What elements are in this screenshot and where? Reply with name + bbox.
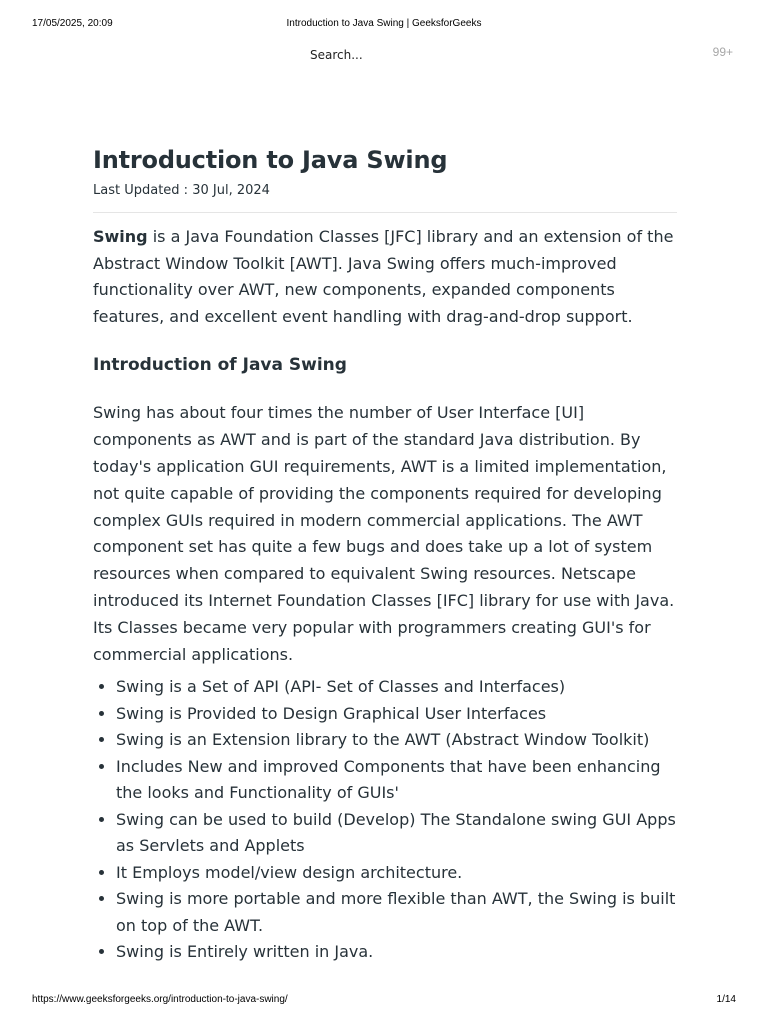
print-url: https://www.geeksforgeeks.org/introduction-to-java-swing/ <box>32 994 288 1005</box>
last-updated-date: 30 Jul, 2024 <box>192 183 270 198</box>
section-paragraph: Swing has about four times the number of User Interface [UI] components as AWT and is part of the standard Java distribution. By today's application GUI requirements, AWT is a limited implementation, not quite capable of providing the components required for developing complex GUIs required in modern commercial applications. The AWT component set has quite a few bugs and does take up a lot of system resources when compared to equivalent Swing resources. Netscape introduced its Internet Foundation Classes [IFC] library for use with Java. Its Classes became very popular with programmers creating GUI's for commercial applications. <box>93 403 675 664</box>
list-item: • It Employs model/view design architecture. <box>116 860 677 887</box>
list-item: • Swing is an Extension library to the AWT (Abstract Window Toolkit) <box>116 727 677 754</box>
list-item: • Swing can be used to build (Develop) The Standalone swing GUI Apps as Servlets and Applets <box>116 807 677 860</box>
list-item: • Swing is Provided to Design Graphical User Interfaces <box>116 701 677 728</box>
print-page-title: Introduction to Java Swing | GeeksforGeeks <box>286 18 482 29</box>
print-datetime: 17/05/2025, 20:09 <box>32 18 113 29</box>
intro-paragraph <box>93 224 677 330</box>
article-title: Introduction to Java Swing <box>93 146 448 174</box>
list-item: • Includes New and improved Components that have been enhancing the looks and Functionality of GUIs' <box>116 754 677 807</box>
search-input[interactable]: Search... <box>310 48 363 62</box>
list-item: • Swing is more portable and more flexible than AWT, the Swing is built on top of the AWT. <box>116 886 677 939</box>
title-divider <box>93 212 677 213</box>
print-page-number: 1/14 <box>716 994 736 1005</box>
section-heading: Introduction of Java Swing <box>93 355 347 376</box>
article <box>93 144 677 966</box>
feature-list <box>93 674 677 966</box>
list-item: • Swing is Entirely written in Java. <box>116 939 677 966</box>
notification-badge[interactable]: 99+ <box>712 45 733 59</box>
last-updated <box>93 182 677 200</box>
print-header <box>32 18 736 32</box>
intro-bold-term: Swing <box>93 227 148 246</box>
list-item: • Swing is a Set of API (API- Set of Classes and Interfaces) <box>116 674 677 701</box>
print-footer <box>32 994 736 1008</box>
intro-text: is a Java Foundation Classes [JFC] library and an extension of the Abstract Window Toolkit [AWT]. Java Swing offers much-improved functionality over AWT, new components, expanded components features, and excellent event handling with drag-and-drop support. <box>93 227 674 326</box>
last-updated-label: Last Updated : <box>93 183 193 198</box>
